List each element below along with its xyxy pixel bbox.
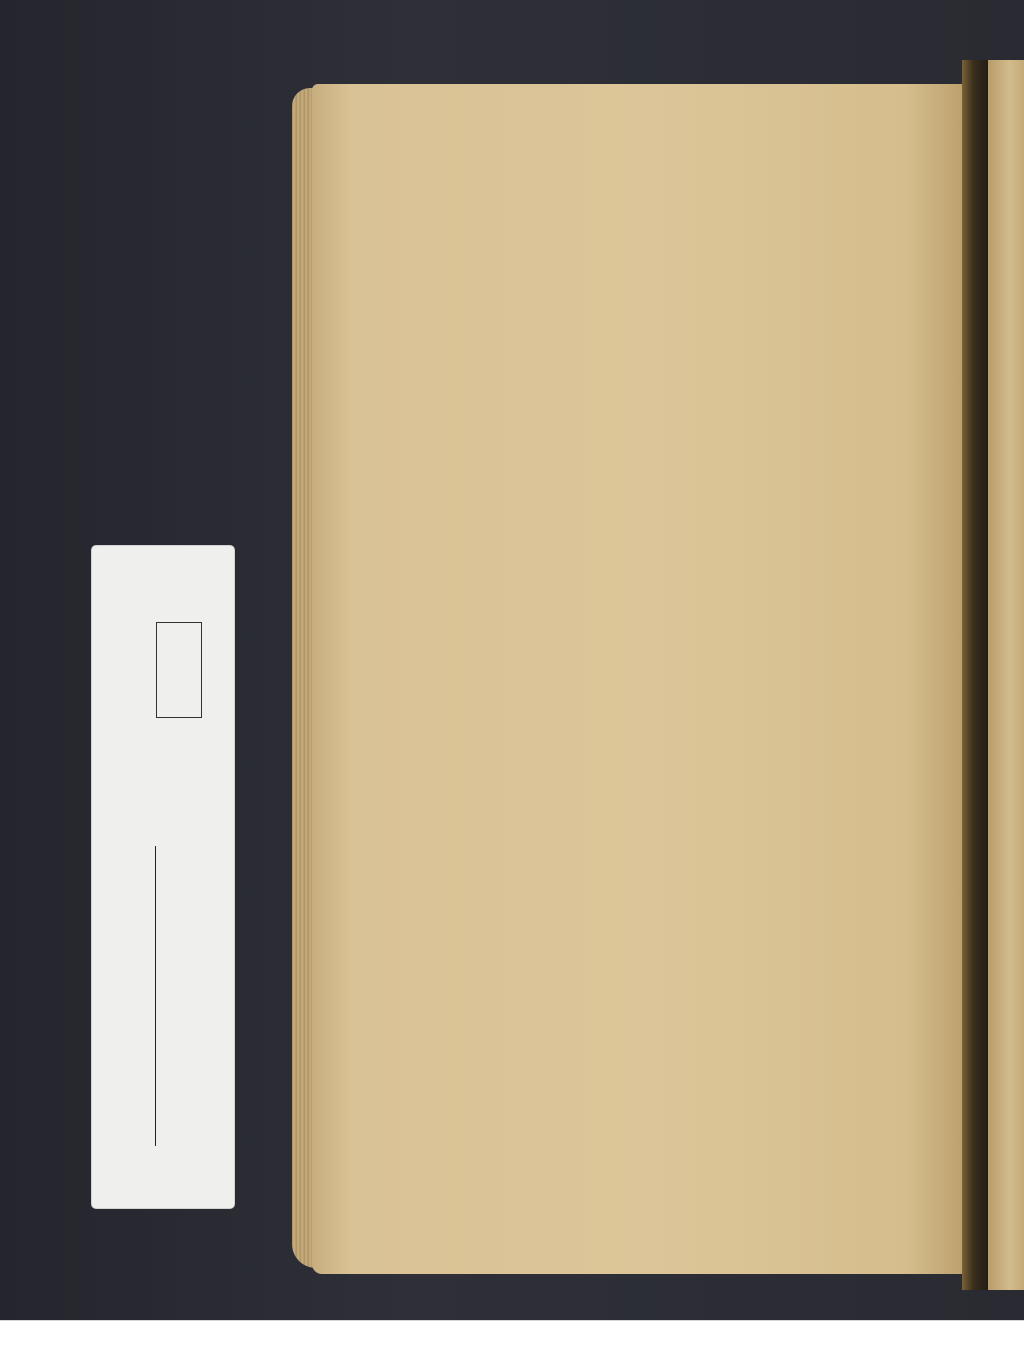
facing-page (988, 60, 1024, 1290)
page-header (424, 136, 944, 176)
footer-bar (0, 1320, 1024, 1360)
gray-swatches (156, 622, 202, 718)
ruler (155, 846, 192, 1146)
gray-scale-label (158, 726, 188, 856)
institution-name (106, 590, 150, 1150)
facing-page-text (990, 60, 1024, 156)
hab-logo-icon (6, 1329, 40, 1353)
book-gutter (962, 60, 990, 1290)
book-page (312, 84, 972, 1274)
